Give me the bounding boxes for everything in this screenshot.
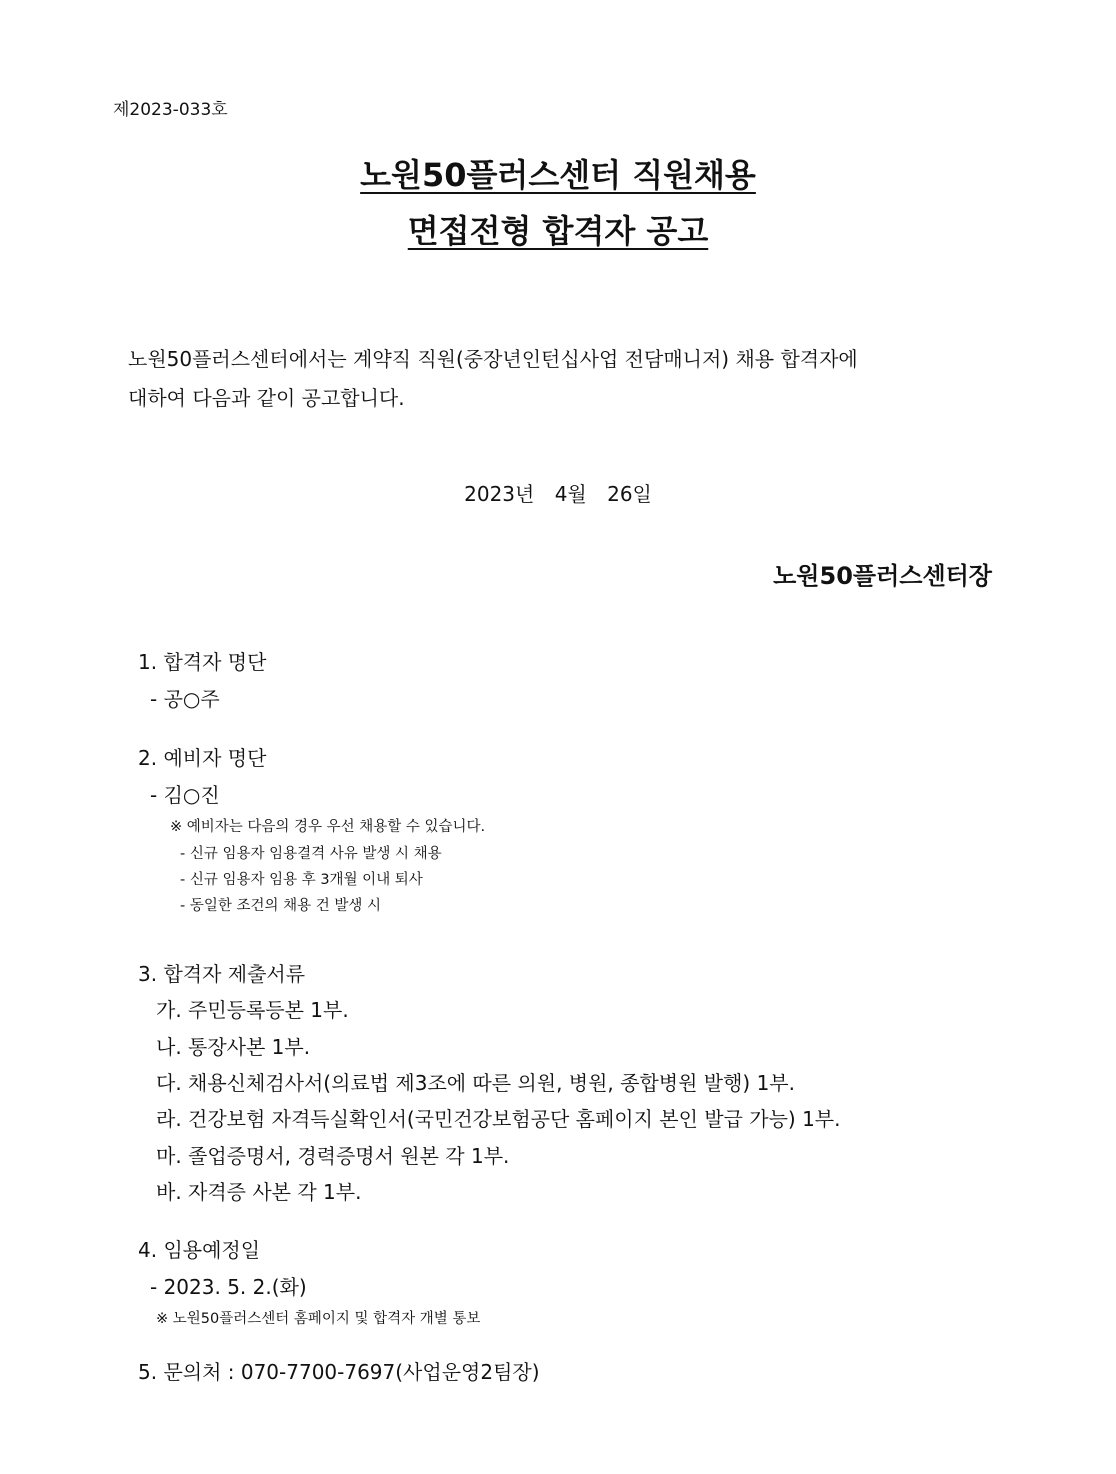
- required-document-item: 다. 채용신체검사서(의료법 제3조에 따른 의원, 병원, 종합병원 발행) 1부.: [156, 1071, 795, 1095]
- announcement-date: 2023년 4월 26일: [464, 482, 652, 506]
- section-4-item: - 2023. 5. 2.(화): [150, 1275, 307, 1299]
- title-line-2-text: 면접전형 합격자 공고: [407, 212, 709, 250]
- section-2-note: ※ 예비자는 다음의 경우 우선 채용할 수 있습니다.: [170, 819, 486, 835]
- section-2-heading: 2. 예비자 명단: [138, 746, 267, 770]
- title-line-1-text: 노원50플러스센터 직원채용: [360, 156, 756, 194]
- section-3-heading: 3. 합격자 제출서류: [138, 962, 306, 986]
- title-line-2: [0, 206, 1116, 252]
- required-document-item: 나. 통장사본 1부.: [156, 1035, 311, 1059]
- intro-line-2: 대하여 다음과 같이 공고합니다.: [128, 386, 405, 410]
- required-document-item: 라. 건강보험 자격득실확인서(국민건강보험공단 홈페이지 본인 발급 가능) 1부.: [156, 1107, 841, 1131]
- title-line-1: [0, 150, 1116, 196]
- required-document-item: 바. 자격증 사본 각 1부.: [156, 1180, 362, 1204]
- section-4-note: ※ 노원50플러스센터 홈페이지 및 합격자 개별 통보: [156, 1311, 481, 1327]
- section-4-heading: 4. 임용예정일: [138, 1238, 261, 1262]
- section-2-subnote: - 동일한 조건의 채용 건 발생 시: [180, 898, 381, 914]
- section-2-subnote: - 신규 임용자 임용 후 3개월 이내 퇴사: [180, 872, 423, 888]
- section-1-heading: 1. 합격자 명단: [138, 650, 267, 674]
- intro-line-1: 노원50플러스센터에서는 계약직 직원(중장년인턴십사업 전담매니저) 채용 합격자에: [128, 347, 858, 371]
- document-number: 제2023-033호: [113, 100, 228, 120]
- section-1-item: - 공○주: [150, 687, 220, 711]
- section-2-item: - 김○진: [150, 783, 220, 807]
- issuer-name: 노원50플러스센터장: [773, 562, 992, 590]
- section-5-contact: 5. 문의처 : 070-7700-7697(사업운영2팀장): [138, 1360, 540, 1384]
- required-document-item: 마. 졸업증명서, 경력증명서 원본 각 1부.: [156, 1144, 510, 1168]
- required-document-item: 가. 주민등록등본 1부.: [156, 998, 349, 1022]
- section-2-subnote: - 신규 임용자 임용결격 사유 발생 시 채용: [180, 846, 442, 862]
